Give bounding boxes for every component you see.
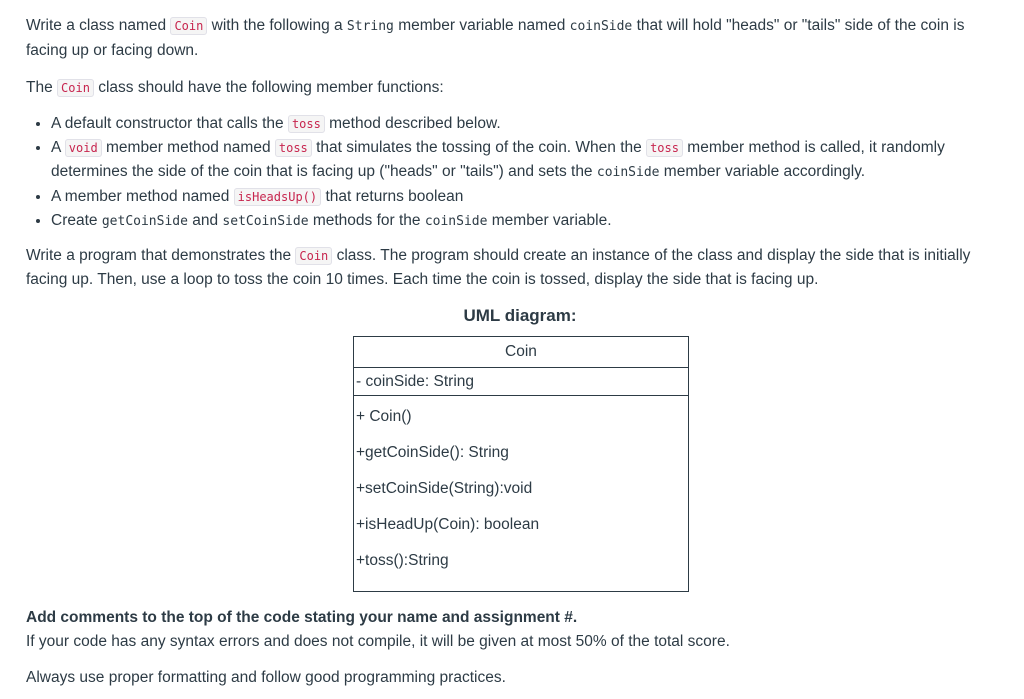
list-item — [51, 112, 1001, 136]
list-item — [51, 209, 1001, 234]
text: Create — [51, 212, 102, 229]
uml-method: + Coin() — [356, 408, 412, 425]
text: that simulates the tossing of the coin. When the — [311, 139, 647, 156]
program-paragraph — [26, 244, 998, 292]
text: member method named — [101, 139, 275, 156]
text: A member method named — [51, 188, 234, 205]
inline-code: Coin — [170, 17, 207, 35]
inline-mono: setCoinSide — [222, 214, 309, 229]
text: methods for the — [308, 212, 425, 229]
intro-paragraph — [26, 14, 998, 63]
inline-code: void — [65, 139, 102, 157]
syntax-warning: If your code has any syntax errors and does not compile, it will be given at most 50% of the total score. — [26, 633, 730, 650]
text: class should have the following member functions: — [93, 79, 444, 96]
inline-code: toss — [275, 139, 312, 157]
text: A default constructor that calls the — [51, 115, 288, 132]
formatting-instruction: Always use proper formatting and follow good programming practices. — [26, 669, 506, 686]
uml-class-diagram — [353, 336, 689, 592]
uml-attribute: - coinSide: String — [354, 368, 689, 396]
uml-method: +toss():String — [356, 552, 449, 569]
comments-instruction: Add comments to the top of the code stating your name and assignment #. — [26, 609, 578, 626]
list-item — [51, 185, 1001, 209]
inline-mono: coinSide — [424, 214, 488, 229]
inline-code: Coin — [57, 79, 94, 97]
uml-class-name: Coin — [354, 337, 689, 368]
text: A — [51, 139, 65, 156]
text: Write a program that demonstrates the — [26, 247, 296, 264]
member-functions-list — [26, 112, 1001, 234]
uml-methods — [354, 396, 689, 592]
inline-code: Coin — [295, 247, 332, 265]
inline-mono: String — [346, 19, 394, 34]
text: that will hold "heads" or "tails" side of the coin is facing up or facing down. — [26, 17, 965, 59]
text: class. The program should create an instance of the class and display the side that is initially facing up. Then, use a loop to toss the coin 10 times. Each time the coin is tossed, display the side that is facing up. — [26, 247, 971, 288]
inline-mono: coinSide — [569, 19, 633, 34]
uml-method: +setCoinSide(String):void — [356, 480, 533, 497]
inline-mono: getCoinSide — [101, 214, 188, 229]
text: that returns boolean — [321, 188, 464, 205]
inline-code: toss — [288, 115, 325, 133]
text: Write a class named — [26, 17, 171, 34]
text: member variable accordingly. — [659, 163, 866, 180]
inline-code: isHeadsUp() — [234, 188, 321, 206]
list-item — [51, 136, 1001, 185]
uml-method: +getCoinSide(): String — [356, 444, 509, 461]
uml-method: +isHeadUp(Coin): boolean — [356, 516, 540, 533]
inline-code: toss — [646, 139, 683, 157]
functions-intro-paragraph — [26, 76, 444, 100]
text: member method is called, it randomly determines the side of the coin that is facing up ("heads" or "tails") and sets the — [51, 139, 945, 180]
inline-mono: coinSide — [596, 165, 660, 180]
uml-title: UML diagram: — [463, 306, 577, 325]
text: and — [187, 212, 223, 229]
text: with the following a — [207, 17, 347, 34]
text: method described below. — [324, 115, 501, 132]
text: member variable named — [393, 17, 570, 34]
text: The — [26, 79, 58, 96]
text: member variable. — [487, 212, 612, 229]
